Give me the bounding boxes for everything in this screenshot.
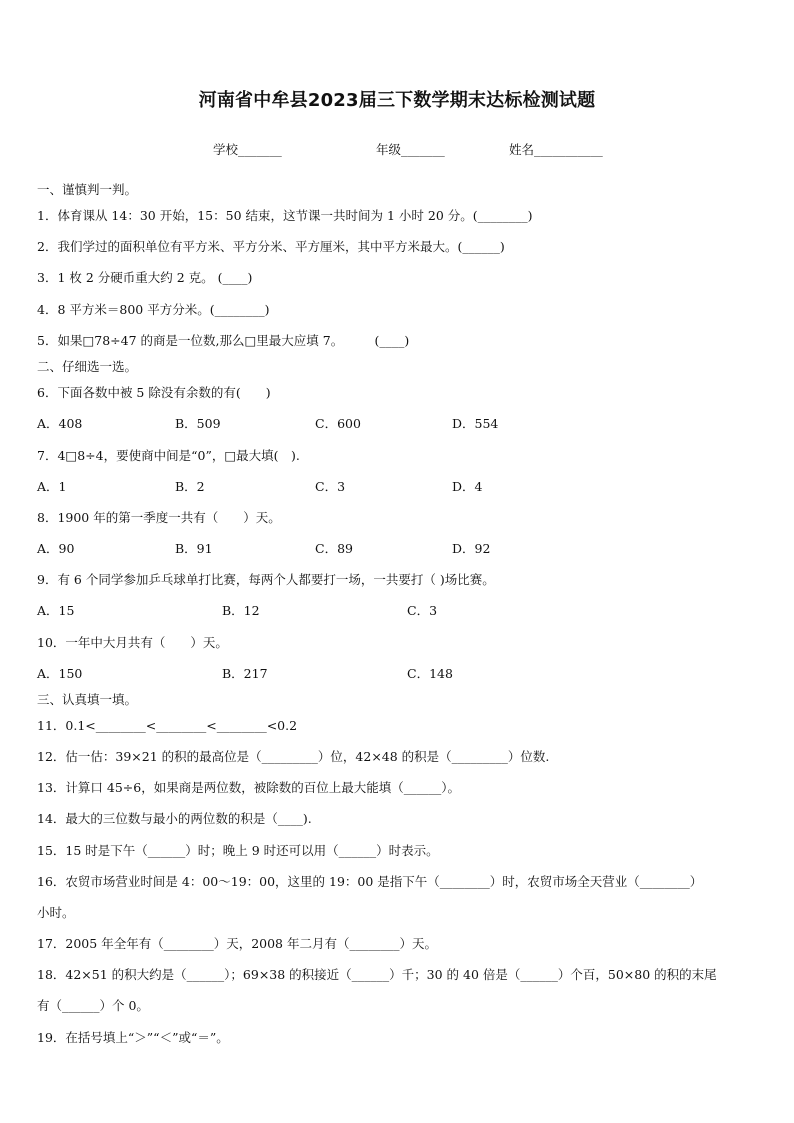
question-10: 10．一年中大月共有（ ）天。 xyxy=(37,635,228,650)
section-heading-1: 一、谨慎判一判。 xyxy=(37,182,138,197)
option-q8-a: A．90 xyxy=(37,541,75,556)
section-heading-2: 二、仔细选一选。 xyxy=(37,359,138,374)
question-3: 3．1 枚 2 分硬币重大约 2 克。 (____) xyxy=(37,270,253,285)
question-12: 12．估一估：39×21 的积的最高位是（_________）位，42×48 的积是（_________）位数. xyxy=(37,749,550,764)
question-16-continued: 小时。 xyxy=(37,905,75,920)
option-q6-b: B．509 xyxy=(175,416,221,431)
option-q9-a: A．15 xyxy=(37,603,75,618)
option-q10-b: B．217 xyxy=(222,666,268,681)
question-18-continued: 有（______）个 0。 xyxy=(37,998,149,1013)
school-field: 学校_______ xyxy=(213,142,282,157)
option-q6-a: A．408 xyxy=(37,416,83,431)
option-q8-d: D．92 xyxy=(452,541,491,556)
question-8: 8．1900 年的第一季度一共有（ ）天。 xyxy=(37,510,281,525)
name-field: 姓名___________ xyxy=(509,142,603,157)
question-5: 5．如果□78÷47 的商是一位数,那么□里最大应填 7。 (____) xyxy=(37,333,410,348)
option-q7-c: C．3 xyxy=(315,479,346,494)
section-heading-3: 三、认真填一填。 xyxy=(37,692,138,707)
question-11: 11．0.1<________<________<________<0.2 xyxy=(37,718,298,733)
question-9: 9．有 6 个同学参加乒乓球单打比赛，每两个人都要打一场，一共要打（ )场比赛。 xyxy=(37,572,495,587)
question-6: 6．下面各数中被 5 除没有余数的有( ) xyxy=(37,385,271,400)
option-q10-a: A．150 xyxy=(37,666,83,681)
question-14: 14．最大的三位数与最小的两位数的积是（____). xyxy=(37,811,312,826)
question-16: 16．农贸市场营业时间是 4：00～19：00，这里的 19：00 是指下午（________）时，农贸市场全天营业（________） xyxy=(37,874,703,889)
option-q8-c: C．89 xyxy=(315,541,353,556)
grade-field: 年级_______ xyxy=(376,142,445,157)
question-17: 17．2005 年全年有（________）天，2008 年二月有（________）天。 xyxy=(37,936,437,951)
question-1: 1．体育课从 14：30 开始，15：50 结束，这节课一共时间为 1 小时 20 分。(________) xyxy=(37,208,533,223)
question-13: 13．计算口 45÷6，如果商是两位数，被除数的百位上最大能填（______）。 xyxy=(37,780,460,795)
option-q6-d: D．554 xyxy=(452,416,499,431)
question-19: 19．在括号填上“＞”“＜”或“＝”。 xyxy=(37,1030,229,1045)
question-7: 7．4□8÷4，要使商中间是“0”，□最大填( ). xyxy=(37,448,300,463)
option-q10-c: C．148 xyxy=(407,666,453,681)
question-18: 18．42×51 的积大约是（______）；69×38 的积接近（______）千；30 的 40 倍是（______）个百，50×80 的积的末尾 xyxy=(37,967,717,982)
question-2: 2．我们学过的面积单位有平方米、平方分米、平方厘米，其中平方米最大。(______) xyxy=(37,239,505,254)
option-q9-b: B．12 xyxy=(222,603,260,618)
option-q7-a: A．1 xyxy=(37,479,67,494)
question-4: 4．8 平方米＝800 平方分米。(________) xyxy=(37,302,270,317)
option-q6-c: C．600 xyxy=(315,416,361,431)
option-q9-c: C．3 xyxy=(407,603,438,618)
option-q7-d: D．4 xyxy=(452,479,483,494)
page-title: 河南省中牟县2023届三下数学期末达标检测试题 xyxy=(198,90,596,111)
option-q7-b: B．2 xyxy=(175,479,205,494)
question-15: 15．15 时是下午（______）时；晚上 9 时还可以用（______）时表示。 xyxy=(37,843,439,858)
option-q8-b: B．91 xyxy=(175,541,213,556)
